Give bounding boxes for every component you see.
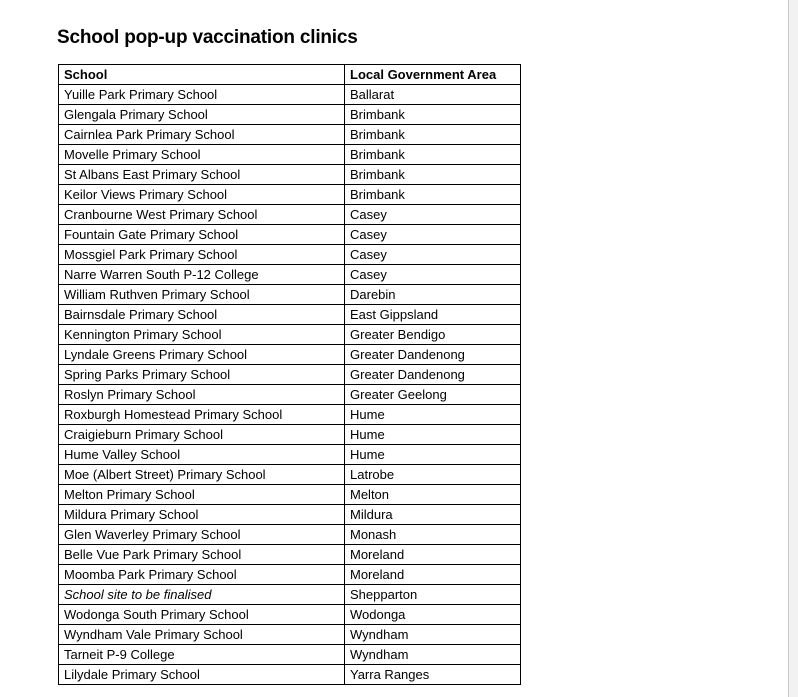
lga-cell: Mildura xyxy=(345,505,521,525)
table-row xyxy=(59,285,521,305)
school-cell: School site to be finalised xyxy=(59,585,345,605)
table-row xyxy=(59,605,521,625)
school-cell: Bairnsdale Primary School xyxy=(59,305,345,325)
school-cell: Lilydale Primary School xyxy=(59,665,345,685)
table-row xyxy=(59,385,521,405)
table-row xyxy=(59,625,521,645)
table-row xyxy=(59,85,521,105)
lga-cell: Shepparton xyxy=(345,585,521,605)
table-row xyxy=(59,205,521,225)
school-cell: Moe (Albert Street) Primary School xyxy=(59,465,345,485)
school-cell: Mossgiel Park Primary School xyxy=(59,245,345,265)
table-row xyxy=(59,545,521,565)
lga-cell: Greater Geelong xyxy=(345,385,521,405)
school-cell: Roxburgh Homestead Primary School xyxy=(59,405,345,425)
table-row xyxy=(59,185,521,205)
table-row xyxy=(59,345,521,365)
table-row xyxy=(59,465,521,485)
school-cell: Wyndham Vale Primary School xyxy=(59,625,345,645)
table-row xyxy=(59,585,521,605)
lga-cell: Yarra Ranges xyxy=(345,665,521,685)
table-row xyxy=(59,165,521,185)
school-cell: Tarneit P-9 College xyxy=(59,645,345,665)
lga-cell: Brimbank xyxy=(345,185,521,205)
table-row xyxy=(59,105,521,125)
table-row xyxy=(59,125,521,145)
lga-cell: Brimbank xyxy=(345,165,521,185)
lga-cell: Casey xyxy=(345,205,521,225)
school-cell: Narre Warren South P-12 College xyxy=(59,265,345,285)
clinics-table xyxy=(58,64,521,685)
lga-cell: Hume xyxy=(345,445,521,465)
lga-cell: Moreland xyxy=(345,565,521,585)
school-cell: Spring Parks Primary School xyxy=(59,365,345,385)
school-cell: Movelle Primary School xyxy=(59,145,345,165)
lga-cell: Wyndham xyxy=(345,645,521,665)
school-cell: Wodonga South Primary School xyxy=(59,605,345,625)
table-row xyxy=(59,665,521,685)
table-row xyxy=(59,445,521,465)
column-header-lga: Local Government Area xyxy=(345,65,521,85)
lga-cell: Monash xyxy=(345,525,521,545)
lga-cell: East Gippsland xyxy=(345,305,521,325)
table-row xyxy=(59,505,521,525)
school-cell: Craigieburn Primary School xyxy=(59,425,345,445)
school-cell: St Albans East Primary School xyxy=(59,165,345,185)
lga-cell: Moreland xyxy=(345,545,521,565)
lga-cell: Greater Dandenong xyxy=(345,365,521,385)
table-row xyxy=(59,265,521,285)
table-row xyxy=(59,365,521,385)
school-cell: Yuille Park Primary School xyxy=(59,85,345,105)
table-row xyxy=(59,645,521,665)
lga-cell: Ballarat xyxy=(345,85,521,105)
school-cell: Glen Waverley Primary School xyxy=(59,525,345,545)
lga-cell: Greater Dandenong xyxy=(345,345,521,365)
table-row xyxy=(59,145,521,165)
school-cell: Belle Vue Park Primary School xyxy=(59,545,345,565)
school-cell: Moomba Park Primary School xyxy=(59,565,345,585)
lga-cell: Hume xyxy=(345,425,521,445)
lga-cell: Brimbank xyxy=(345,145,521,165)
viewer-gutter xyxy=(789,0,798,697)
school-cell: Mildura Primary School xyxy=(59,505,345,525)
lga-cell: Greater Bendigo xyxy=(345,325,521,345)
lga-cell: Wyndham xyxy=(345,625,521,645)
school-cell: Melton Primary School xyxy=(59,485,345,505)
lga-cell: Melton xyxy=(345,485,521,505)
lga-cell: Wodonga xyxy=(345,605,521,625)
lga-cell: Casey xyxy=(345,225,521,245)
school-cell: Kennington Primary School xyxy=(59,325,345,345)
school-cell: Lyndale Greens Primary School xyxy=(59,345,345,365)
lga-cell: Brimbank xyxy=(345,105,521,125)
table-row xyxy=(59,525,521,545)
table-row xyxy=(59,405,521,425)
school-cell: Cairnlea Park Primary School xyxy=(59,125,345,145)
table-row xyxy=(59,245,521,265)
lga-cell: Casey xyxy=(345,265,521,285)
table-row xyxy=(59,425,521,445)
table-header-row xyxy=(59,65,521,85)
table-row xyxy=(59,305,521,325)
school-cell: Cranbourne West Primary School xyxy=(59,205,345,225)
lga-cell: Brimbank xyxy=(345,125,521,145)
column-header-school: School xyxy=(59,65,345,85)
lga-cell: Casey xyxy=(345,245,521,265)
table-row xyxy=(59,565,521,585)
lga-cell: Hume xyxy=(345,405,521,425)
school-cell: Glengala Primary School xyxy=(59,105,345,125)
school-cell: Hume Valley School xyxy=(59,445,345,465)
school-cell: Keilor Views Primary School xyxy=(59,185,345,205)
lga-cell: Latrobe xyxy=(345,465,521,485)
school-cell: Roslyn Primary School xyxy=(59,385,345,405)
table-row xyxy=(59,325,521,345)
table-row xyxy=(59,225,521,245)
school-cell: William Ruthven Primary School xyxy=(59,285,345,305)
table-body xyxy=(59,85,521,685)
lga-cell: Darebin xyxy=(345,285,521,305)
school-cell: Fountain Gate Primary School xyxy=(59,225,345,245)
table-row xyxy=(59,485,521,505)
document-title: School pop-up vaccination clinics xyxy=(57,27,358,48)
